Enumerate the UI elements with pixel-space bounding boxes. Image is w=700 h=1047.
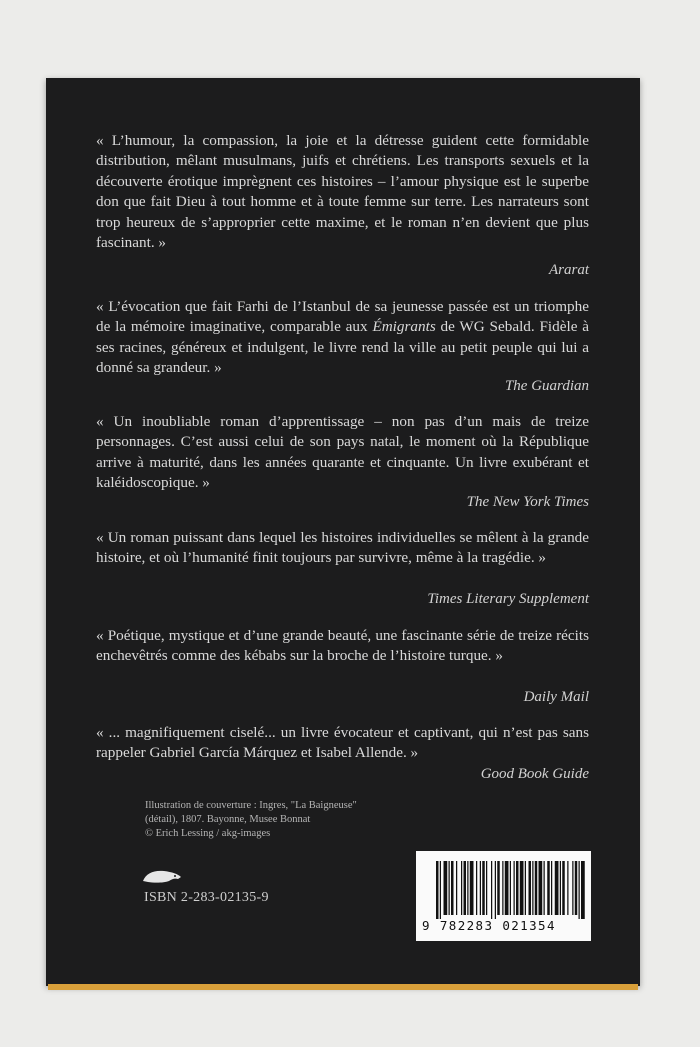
- quote-1-source: Ararat: [548, 262, 589, 278]
- quote-5: « Poétique, mystique et d’une grande beauté, une fascinante série de treize récits enchevêtrés comme des kébabs sur la broche de l’histoire turque. »: [96, 627, 589, 665]
- quote-6-source: Good Book Guide: [480, 766, 589, 782]
- quote-2: [96, 297, 589, 379]
- credit-line-3: © Erich Lessing / akg-images: [145, 828, 271, 839]
- isbn-label: ISBN 2-283-02135-9: [144, 890, 269, 905]
- credit-line-1: Illustration de couverture : Ingres, "La Baigneuse": [145, 800, 357, 811]
- book-page-edge: [48, 984, 638, 990]
- quote-2-source: The Guardian: [504, 378, 589, 394]
- quote-1: « L’humour, la compassion, la joie et la détresse guident cette formidable distribution, mêlant musulmans, juifs et chrétiens. Les transports sexuels et la découverte érotique imprègnent ces histoires – l’amour physique est le superbe don que fait Dieu à tout homme et à toute femme sur terre. Les narrateurs sont trop heureux de s’approprier cette maxime, et le roman n’en devient que plus fascinant. »: [96, 132, 589, 252]
- cover-illustration-credit: [145, 799, 445, 841]
- quote-2-italic-title: Émigrants: [372, 318, 436, 336]
- quote-5-source: Daily Mail: [523, 689, 589, 705]
- quote-2-text-before: « L’évocation que fait Farhi de l’Istanbul de sa jeunesse passée est un triomphe de la mémoire imaginative, comparable aux: [96, 298, 589, 336]
- credit-line-2: (détail), 1807. Bayonne, Musee Bonnat: [145, 814, 311, 825]
- quote-6: « ... magnifiquement ciselé... un livre évocateur et captivant, qui n’est pas sans rappeler Gabriel García Márquez et Isabel Allende. »: [96, 724, 589, 762]
- publisher-logo-icon: [142, 868, 182, 885]
- quote-2-text-after: de WG Sebald. Fidèle à ses racines, généreux et indulgent, le livre rend la ville au petit peuple qui lui a donné sa grandeur. »: [96, 318, 590, 377]
- quote-3: « Un inoubliable roman d’apprentissage – non pas d’un mais de treize personnages. C’est aussi celui de son pays natal, le moment où la République arrive à maturité, dans les années quarante et cinquante. Un livre exubérant et kaléidoscopique. »: [96, 413, 589, 492]
- quote-4-source: Times Literary Supplement: [427, 591, 589, 607]
- barcode-label: [416, 851, 591, 941]
- quote-3-source: The New York Times: [466, 494, 589, 510]
- barcode-number: 9 782283 021354: [422, 918, 556, 933]
- quote-4: « Un roman puissant dans lequel les histoires individuelles se mêlent à la grande histoire, et où l’humanité finit toujours par survivre, même à la tragédie. »: [96, 529, 589, 567]
